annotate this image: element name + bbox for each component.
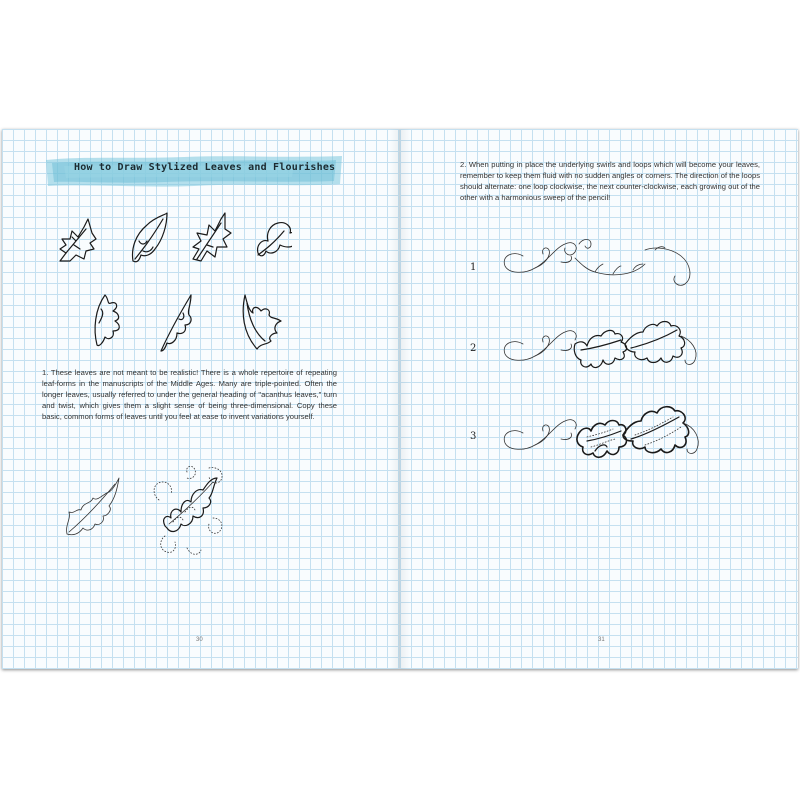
step-label-3: 3	[470, 431, 477, 442]
instruction-paragraph-2: 2. When putting in place the underlying swirls and loops which will become your leaves, remember to keep them fluid with no sudden angles or corners. The direction of the loops should alternate: one loop clockwise, the next counter-clockwise, each growing out of the other with a harmonious sweep of the pencil!	[460, 160, 760, 202]
acanthus-leaf-drawing	[243, 295, 281, 349]
book-gutter	[390, 129, 410, 669]
step-label-1: 1	[470, 262, 477, 273]
acanthus-leaf-drawing	[95, 295, 119, 346]
right-page	[400, 129, 798, 669]
title-banner	[44, 154, 344, 188]
leaf-drawing	[193, 213, 231, 261]
leaf-construction-drawings	[57, 464, 257, 559]
page-number-right: 31	[598, 637, 605, 643]
flourish-step-1-drawing	[495, 234, 725, 294]
leaf-drawing	[60, 219, 96, 261]
leaf-drawing	[258, 223, 292, 256]
leaf-drawings-row-1	[52, 209, 292, 269]
acanthus-leaf-drawing	[161, 295, 191, 351]
book-spread	[2, 129, 798, 669]
step-label-2: 2	[470, 343, 477, 354]
page-number-left: 30	[196, 637, 203, 643]
flourish-step-3-drawing	[495, 399, 725, 479]
leaf-drawing	[133, 213, 167, 262]
page-title: How to Draw Stylized Leaves and Flourishes	[74, 162, 336, 173]
left-page	[2, 129, 400, 669]
instruction-paragraph-1: 1. These leaves are not meant to be realistic! There is a whole repertoire of repeating leaf-forms in the manuscripts of the Middle Ages. Many are triple-pointed. Often the longer leaves, usually referred to under the general heading of "acanthus leaves," turn and twist, which gives them a slight sense of being three-dimensional. Copy these basic, common forms of leaves until you feel at ease to invent variations yourself.	[42, 368, 337, 421]
leaf-with-construction-loops	[154, 466, 222, 554]
flourish-step-2-drawing	[495, 314, 725, 384]
leaf-drawings-row-2	[87, 289, 297, 359]
leaf-outline-sketch	[67, 478, 119, 535]
